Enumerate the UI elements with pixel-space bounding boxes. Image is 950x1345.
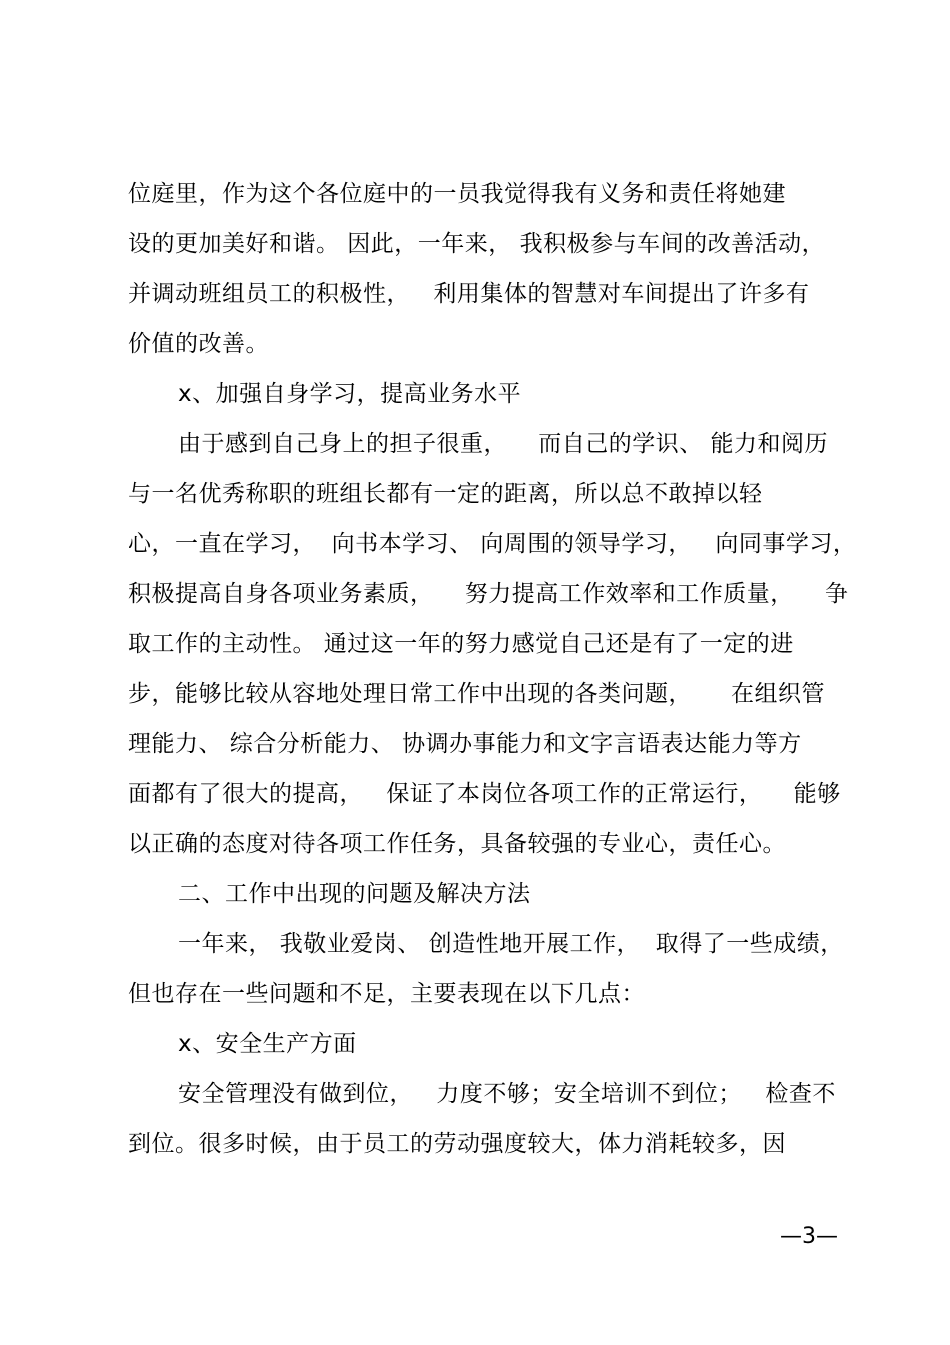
text-line: 心，一直在学习， 向书本学习、 向周围的领导学习， 向同事学习， xyxy=(128,531,857,557)
section-heading: x、加强自身学习，提高业务水平 xyxy=(178,381,522,407)
text-line: 积极提高自身各项业务素质， 努力提高工作效率和工作质量， 争 xyxy=(128,581,849,607)
text-line: 由于感到自己身上的担子很重， 而自己的学识、 能力和阅历 xyxy=(178,431,829,457)
section-heading: x、安全生产方面 xyxy=(178,1031,357,1057)
section-heading: 二、工作中出现的问题及解决方法 xyxy=(178,881,531,907)
text-line: 面都有了很大的提高， 保证了本岗位各项工作的正常运行， 能够 xyxy=(128,781,841,807)
text-line: 到位。很多时候，由于员工的劳动强度较大，体力消耗较多，因 xyxy=(128,1131,786,1157)
text-line: 位庭里，作为这个各位庭中的一员我觉得我有义务和责任将她建 xyxy=(128,181,786,207)
text-line: 设的更加美好和谐。 因此，一年来， 我积极参与车间的改善活动， xyxy=(128,231,826,257)
text-line: 以正确的态度对待各项工作任务，具备较强的专业心，责任心。 xyxy=(128,831,786,857)
text-line: 理能力、 综合分析能力、 协调办事能力和文字言语表达能力等方 xyxy=(128,731,802,757)
text-line: 并调动班组员工的积极性， 利用集体的智慧对车间提出了许多有 xyxy=(128,281,810,307)
text-line: 价值的改善。 xyxy=(128,331,269,357)
text-line: 与一名优秀称职的班组长都有一定的距离，所以总不敢掉以轻 xyxy=(128,481,763,507)
text-line: 一年来， 我敬业爱岗、 创造性地开展工作， 取得了一些成绩， xyxy=(178,931,844,957)
text-line: 取工作的主动性。 通过这一年的努力感觉自己还是有了一定的进 xyxy=(128,631,794,657)
page-number: —3— xyxy=(780,1224,838,1249)
text-line: 但也存在一些问题和不足，主要表现在以下几点： xyxy=(128,981,645,1007)
text-line: 步，能够比较从容地处理日常工作中出现的各类问题， 在组织管 xyxy=(128,681,826,707)
text-line: 安全管理没有做到位， 力度不够；安全培训不到位； 检查不 xyxy=(178,1081,836,1107)
